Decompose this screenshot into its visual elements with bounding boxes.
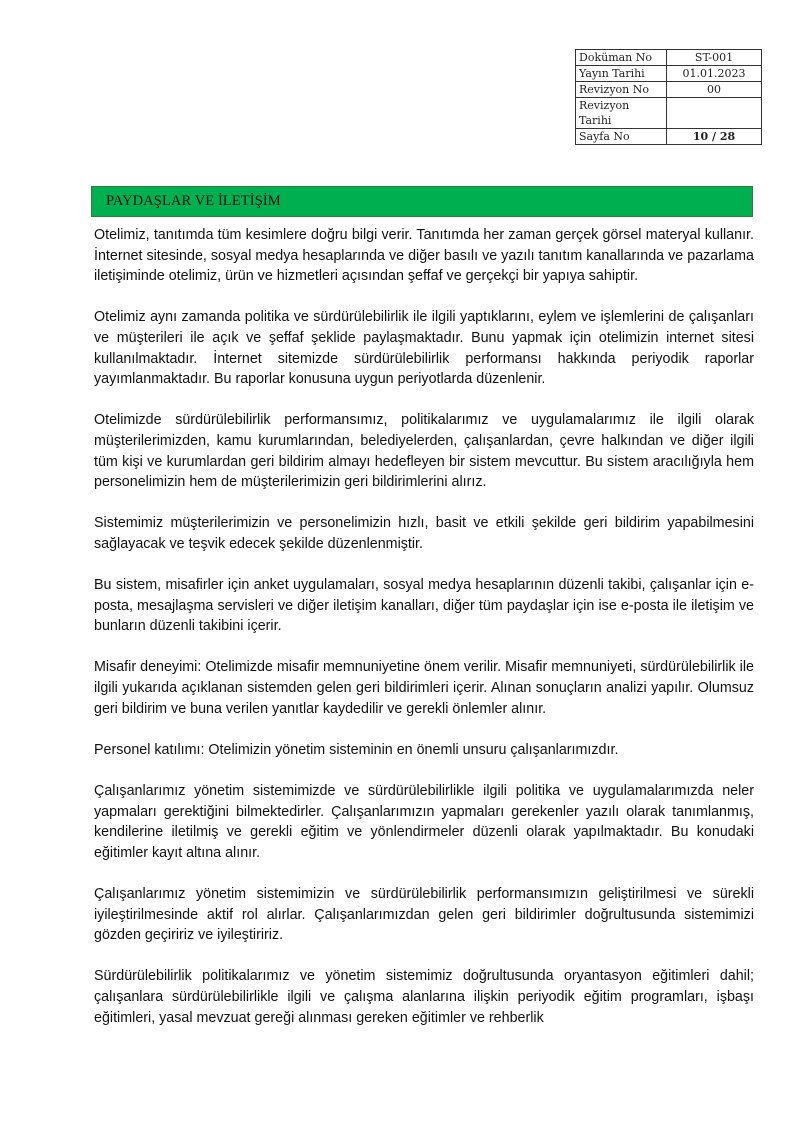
document-body bbox=[94, 225, 754, 1049]
page-no-value: 10 / 28 bbox=[667, 129, 762, 145]
paragraph-feedback-system: Otelimizde sürdürülebilirlik performansımız, politikalarımız ve uygulamalarımız ile ilgili olarak müşterilerimizden, kamu kurumlarından, belediyelerden, çalışanlardan, çevre halkından ve diğer ilgili tüm kişi ve kurumlardan geri bildirim almayı hedefleyen bir sistem mevcuttur. Bu sistem aracılığıyla hem personelimizin hem de müşterilerimizin geri bildirimlerini alırız. bbox=[94, 412, 754, 491]
revision-no-label: Revizyon No bbox=[576, 82, 667, 98]
paragraph-guest-experience: Misafir deneyimi: Otelimizde misafir memnuniyetine önem verilir. Misafir memnuniyeti, sürdürülebilirlik ile ilgili yukarıda açıklanan sistemden gelen geri bildirimleri içerir. Alınan sonuçların analizi yapılır. Olumsuz geri bildirim ve buna verilen yanıtlar kaydedilir ve gerekli önlemler alınır. bbox=[94, 659, 754, 717]
paragraph-training: Sürdürülebilirlik politikalarımız ve yönetim sistemimiz doğrultusunda oryantasyon eğitimleri dahil; çalışanlara sürdürülebilirlikle ilgili ve çalışma alanlarına ilişkin periyodik eğitim programları, işbaşı eğitimleri, yasal mevzuat gereği alınması gereken eğitimler ve rehberlik bbox=[94, 968, 754, 1026]
doc-no-value: ST-001 bbox=[667, 50, 762, 66]
paragraph-promotion: Otelimiz, tanıtımda tüm kesimlere doğru bilgi verir. Tanıtımda her zaman gerçek görsel materyal kullanır. İnternet sitesinde, sosyal medya hesaplarında ve diğer basılı ve yazılı tanıtım kanallarında ve pazarlama iletişiminde otelimiz, ürün ve hizmetleri açısından şeffaf ve gerçekçi bir yapıya sahiptir. bbox=[94, 227, 754, 285]
table-row bbox=[576, 82, 762, 98]
table-row bbox=[576, 50, 762, 66]
paragraph-staff-participation: Personel katılımı: Otelimizin yönetim sisteminin en önemli unsuru çalışanlarımızdır. bbox=[94, 741, 619, 758]
publish-date-label: Yayın Tarihi bbox=[576, 66, 667, 82]
paragraph-transparency: Otelimiz aynı zamanda politika ve sürdürülebilirlik ile ilgili yaptıklarını, eylem ve işlemlerini de çalışanları ve müşterileri ile açık ve şeffaf şeklide paylaşmaktadır. Bunu yapmak için otelimizin internet sitesi kullanılmaktadır. İnternet sitemizde sürdürülebilirlik performansı hakkında periyodik raporlar yayımlanmaktadır. Bu raporlar konusuna uygun periyotlarda düzenlenir. bbox=[94, 309, 754, 388]
table-row bbox=[576, 66, 762, 82]
publish-date-value: 01.01.2023 bbox=[667, 66, 762, 82]
paragraph-staff-knowledge: Çalışanlarımız yönetim sistemimizde ve sürdürülebilirlikle ilgili politika ve uygulamalarımızda neler yapmaları gerektiğini bilmektedirler. Çalışanlarımızın yapmaları gerekenler yazılı olarak tanımlanmış, kendilerine iletilmiş ve gerekli eğitim ve yönlendirmeler düzenli olarak yapılmaktadır. Bu konudaki eğitimler kayıt altına alınır. bbox=[94, 783, 754, 861]
table-row bbox=[576, 129, 762, 145]
page-no-label: Sayfa No bbox=[576, 129, 667, 145]
revision-date-label: Revizyon Tarihi bbox=[576, 98, 667, 129]
section-title: PAYDAŞLAR VE İLETİŞİM bbox=[106, 193, 281, 209]
document-info-table bbox=[575, 49, 762, 145]
doc-no-label: Doküman No bbox=[576, 50, 667, 66]
revision-date-value bbox=[667, 98, 762, 129]
revision-no-value: 00 bbox=[667, 82, 762, 98]
paragraph-staff-improvement: Çalışanlarımız yönetim sistemimizin ve sürdürülebilirlik performansımızın geliştirilmesi ve sürekli iyileştirilmesinde aktif rol alırlar. Çalışanlarımızdan gelen geri bildirimler doğrultusunda sistemimizi gözden geçiririz ve iyileştiririz. bbox=[94, 886, 754, 944]
table-row bbox=[576, 98, 762, 129]
paragraph-system-design: Sistemimiz müşterilerimizin ve personelimizin hızlı, basit ve etkili şekilde geri bildirim yapabilmesini sağlayacak ve teşvik edecek şekilde düzenlenmiştir. bbox=[94, 515, 754, 552]
section-header-bar bbox=[91, 186, 753, 217]
paragraph-channels: Bu sistem, misafirler için anket uygulamaları, sosyal medya hesaplarının düzenli takibi, çalışanlar için e-posta, mesajlaşma servisleri ve diğer iletişim kanalları, diğer tüm paydaşlar için ise e-posta ile iletişim ve bunların düzenli takibini içerir. bbox=[94, 577, 754, 635]
